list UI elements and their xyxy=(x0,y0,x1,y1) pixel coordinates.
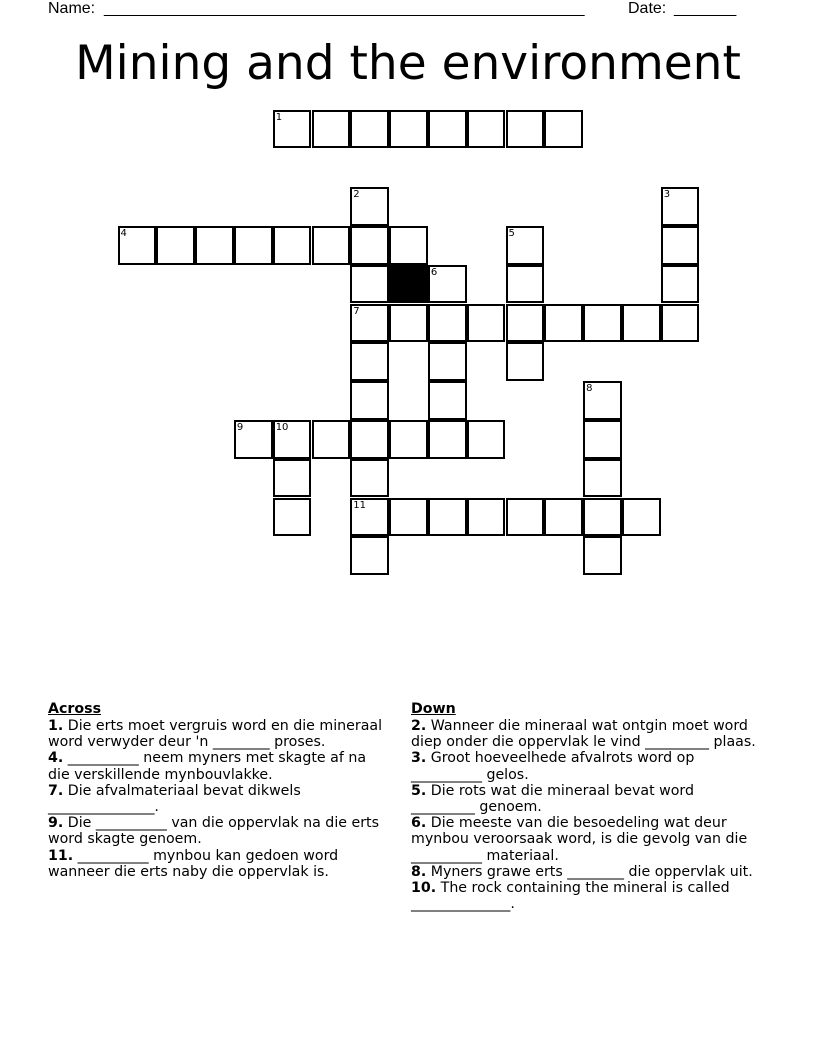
clue-text: The rock containing the mineral is called ______________. xyxy=(411,880,730,913)
clue-text: __________ neem myners met skagte af na die verskillende mynbouvlakke. xyxy=(48,750,367,783)
grid-cell[interactable] xyxy=(350,381,389,420)
grid-cell[interactable] xyxy=(273,226,312,265)
grid-cell[interactable] xyxy=(350,187,389,226)
grid-cell[interactable] xyxy=(312,110,351,149)
across-clue xyxy=(48,718,388,750)
grid-cell[interactable] xyxy=(428,110,467,149)
date-label: Date: xyxy=(628,0,667,17)
grid-cell[interactable] xyxy=(583,381,622,420)
down-clue xyxy=(411,783,756,815)
grid-cell[interactable] xyxy=(428,381,467,420)
grid-cell[interactable] xyxy=(234,226,273,265)
grid-cell[interactable] xyxy=(661,187,700,226)
grid-cell[interactable] xyxy=(195,226,234,265)
across-clue-list xyxy=(48,718,388,880)
grid-cell[interactable] xyxy=(622,304,661,343)
clue-text: __________ mynbou kan gedoen word wanneer die erts naby die oppervlak is. xyxy=(48,847,339,880)
clue-number: 4 xyxy=(120,227,127,239)
grid-cell[interactable] xyxy=(273,420,312,459)
down-heading: Down xyxy=(411,701,456,717)
clue-text: Myners grawe erts ________ die oppervlak uit. xyxy=(426,863,753,880)
clue-number: 11. xyxy=(48,847,74,864)
clue-number: 11 xyxy=(353,499,367,511)
grid-cell[interactable] xyxy=(273,498,312,537)
clue-number: 5 xyxy=(508,227,515,239)
down-clue xyxy=(411,880,756,912)
grid-cell[interactable] xyxy=(350,265,389,304)
grid-cell[interactable] xyxy=(312,420,351,459)
grid-cell[interactable] xyxy=(350,226,389,265)
grid-cell[interactable] xyxy=(661,304,700,343)
down-clue xyxy=(411,718,756,750)
clue-number: 1. xyxy=(48,718,64,734)
clue-number: 1 xyxy=(275,111,283,123)
grid-cell[interactable] xyxy=(506,342,545,381)
grid-cell[interactable] xyxy=(661,265,700,304)
grid-cell[interactable] xyxy=(506,304,545,343)
clue-number: 3 xyxy=(663,189,671,201)
across-clue xyxy=(48,848,388,880)
grid-cell[interactable] xyxy=(544,498,583,537)
clue-number: 10 xyxy=(275,421,289,433)
grid-cell[interactable] xyxy=(273,110,312,149)
grid-cell[interactable] xyxy=(467,498,506,537)
clue-number: 7 xyxy=(353,305,360,317)
clue-number: 6 xyxy=(430,266,438,278)
clue-text: Die afvalmateriaal bevat dikwels _______________. xyxy=(48,782,301,816)
clue-number: 10. xyxy=(411,880,437,897)
grid-cell[interactable] xyxy=(156,226,195,265)
clue-number: 9 xyxy=(236,421,244,433)
clue-number: 4. xyxy=(48,750,64,767)
grid-cell[interactable] xyxy=(389,110,428,149)
grid-cell[interactable] xyxy=(428,342,467,381)
across-clues xyxy=(48,700,388,880)
clue-number: 5. xyxy=(411,782,427,799)
grid-block xyxy=(389,265,428,304)
name-label: Name: xyxy=(48,0,96,17)
grid-cell[interactable] xyxy=(506,226,545,265)
down-clue xyxy=(411,864,756,880)
grid-cell[interactable] xyxy=(350,536,389,575)
date-field[interactable]: _______ xyxy=(674,0,737,17)
clue-text: Die __________ van die oppervlak na die erts word skagte genoem. xyxy=(48,815,380,848)
clue-number: 2 xyxy=(353,189,360,201)
clue-number: 3. xyxy=(411,750,427,767)
grid-cell[interactable] xyxy=(118,226,157,265)
clue-text: Die meeste van die besoedeling wat deur mynbou veroorsaak word, is die gevolg van die __________ materiaal. xyxy=(411,815,748,864)
clue-text: Die erts moet vergruis word en die mineraal word verwyder deur 'n ________ proses. xyxy=(48,718,383,751)
grid-cell[interactable] xyxy=(389,304,428,343)
grid-cell[interactable] xyxy=(389,420,428,459)
grid-cell[interactable] xyxy=(428,498,467,537)
grid-cell[interactable] xyxy=(506,265,545,304)
grid-cell[interactable] xyxy=(544,110,583,149)
grid-cell[interactable] xyxy=(428,265,467,304)
down-clue xyxy=(411,815,756,864)
grid-cell[interactable] xyxy=(234,420,273,459)
grid-cell[interactable] xyxy=(428,304,467,343)
grid-cell[interactable] xyxy=(544,304,583,343)
grid-cell[interactable] xyxy=(583,536,622,575)
grid-cell[interactable] xyxy=(350,304,389,343)
grid-cell[interactable] xyxy=(506,498,545,537)
grid-cell[interactable] xyxy=(583,304,622,343)
clue-number: 7. xyxy=(48,782,64,799)
down-clues xyxy=(411,700,756,912)
grid-cell[interactable] xyxy=(350,420,389,459)
grid-cell[interactable] xyxy=(350,110,389,149)
down-clue-list xyxy=(411,718,756,912)
grid-cell[interactable] xyxy=(467,110,506,149)
grid-cell[interactable] xyxy=(467,304,506,343)
grid-cell[interactable] xyxy=(273,459,312,498)
grid-cell[interactable] xyxy=(312,226,351,265)
grid-cell[interactable] xyxy=(389,226,428,265)
page-title: Mining and the environment xyxy=(75,36,741,91)
grid-cell[interactable] xyxy=(467,420,506,459)
across-clue xyxy=(48,783,388,815)
clue-number: 6. xyxy=(411,815,427,832)
grid-cell[interactable] xyxy=(428,420,467,459)
down-clue xyxy=(411,750,756,782)
grid-cell[interactable] xyxy=(350,342,389,381)
grid-cell[interactable] xyxy=(350,498,389,537)
clue-number: 8. xyxy=(411,863,427,880)
grid-cell[interactable] xyxy=(350,459,389,498)
across-clue xyxy=(48,815,388,847)
clue-number: 2. xyxy=(411,718,427,734)
grid-cell[interactable] xyxy=(622,498,661,537)
grid-cell[interactable] xyxy=(583,420,622,459)
clue-text: Die rots wat die mineraal bevat word _________ genoem. xyxy=(411,782,695,816)
across-heading: Across xyxy=(48,701,102,717)
name-field[interactable]: ______________________________________________________ xyxy=(104,0,585,17)
clue-text: Groot hoeveelhede afvalrots word op __________ gelos. xyxy=(411,750,695,783)
clue-text: Wanneer die mineraal wat ontgin moet word diep onder die oppervlak le vind _________ plaas. xyxy=(411,718,756,751)
across-clue xyxy=(48,750,388,782)
clue-number: 9. xyxy=(48,815,64,832)
grid-cell[interactable] xyxy=(389,498,428,537)
grid-cell[interactable] xyxy=(506,110,545,149)
grid-cell[interactable] xyxy=(583,459,622,498)
clue-number: 8 xyxy=(586,383,593,395)
grid-cell[interactable] xyxy=(583,498,622,537)
grid-cell[interactable] xyxy=(661,226,700,265)
